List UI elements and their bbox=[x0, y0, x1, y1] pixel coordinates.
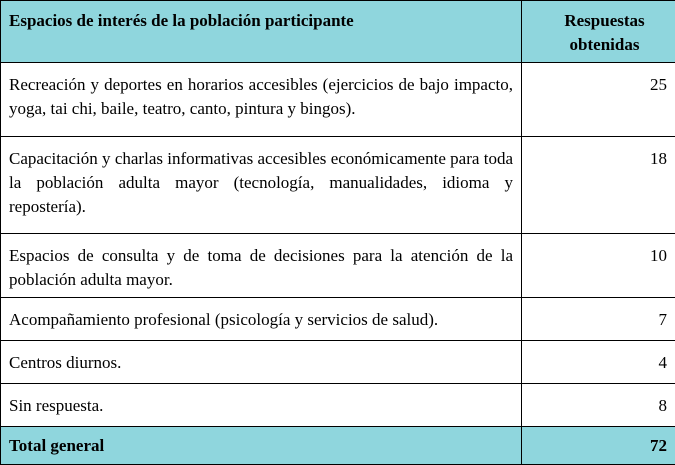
header-row bbox=[1, 1, 675, 63]
row-label: Acompañamiento profesional (psicología y servicios de salud). bbox=[1, 298, 522, 341]
header-responses-line1: Respuestas bbox=[564, 11, 644, 30]
total-row bbox=[1, 427, 675, 465]
row-label: Sin respuesta. bbox=[1, 384, 522, 427]
header-responses-line2: obtenidas bbox=[570, 35, 640, 54]
header-responses bbox=[522, 1, 675, 63]
table-row bbox=[1, 137, 675, 234]
total-label: Total general bbox=[1, 427, 522, 465]
table-row bbox=[1, 384, 675, 427]
row-count: 7 bbox=[522, 298, 675, 341]
row-label: Capacitación y charlas informativas accesibles económicamente para toda la población adulta mayor (tecnología, manualidades, idioma y repostería). bbox=[1, 137, 522, 234]
table-row bbox=[1, 298, 675, 341]
row-count: 4 bbox=[522, 341, 675, 384]
header-spaces: Espacios de interés de la población participante bbox=[1, 1, 522, 63]
row-label: Centros diurnos. bbox=[1, 341, 522, 384]
table-row bbox=[1, 234, 675, 298]
table-row bbox=[1, 63, 675, 137]
row-label: Recreación y deportes en horarios accesibles (ejercicios de bajo impacto, yoga, tai chi, baile, teatro, canto, pintura y bingos). bbox=[1, 63, 522, 137]
row-label: Espacios de consulta y de toma de decisiones para la atención de la población adulta mayor. bbox=[1, 234, 522, 298]
row-count: 25 bbox=[522, 63, 675, 137]
table-row bbox=[1, 341, 675, 384]
row-count: 18 bbox=[522, 137, 675, 234]
row-count: 8 bbox=[522, 384, 675, 427]
total-count: 72 bbox=[522, 427, 675, 465]
row-count: 10 bbox=[522, 234, 675, 298]
